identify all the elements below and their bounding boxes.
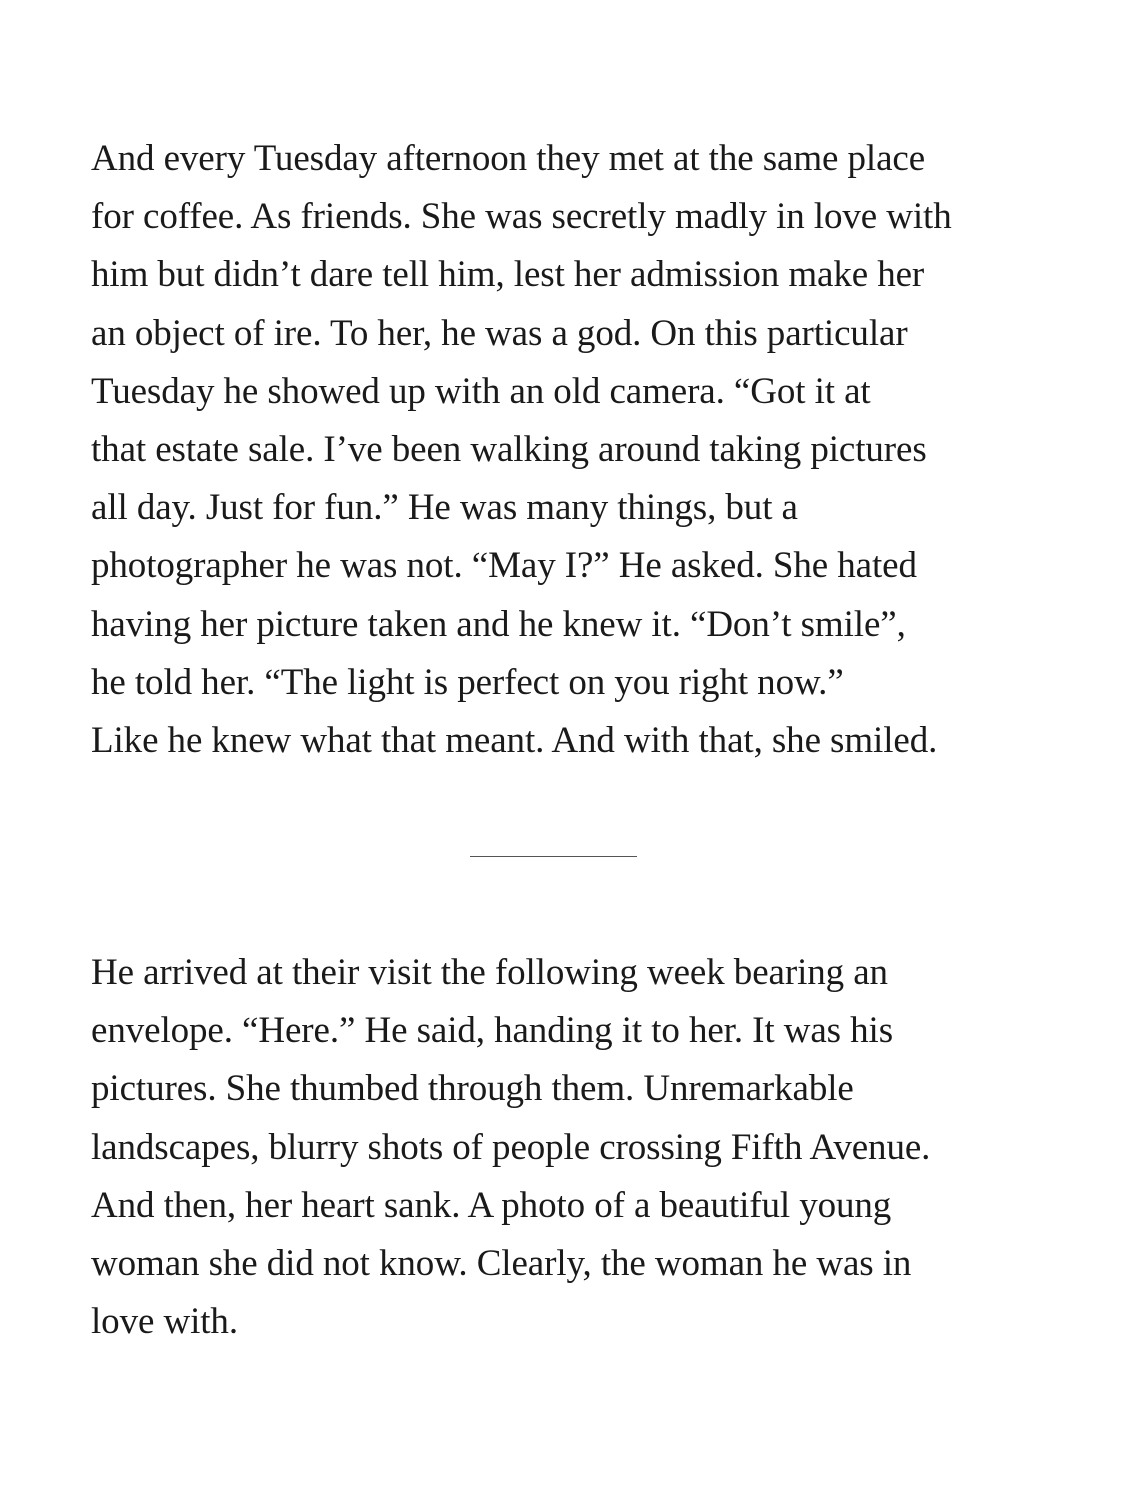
story-paragraph-1: And every Tuesday afternoon they met at the same place for coffee. As friends. She was secretly madly in love with him but didn’t dare tell him, lest her admission make her an object of ire. To her, he was a god. On this particular Tuesday he showed up with an old camera. “Got it at that estate sale. I’ve been walking around taking pictures all day. Just for fun.” He was many things, but a photographer he was not. “May I?” He asked. She hated having her picture taken and he knew it. “Don’t smile”, he told her. “The light is perfect on you right now.” Like he knew what that meant. And with that, she smiled.: [91, 138, 952, 762]
section-divider: [470, 856, 637, 857]
story-paragraph-2: He arrived at their visit the following week bearing an envelope. “Here.” He said, handing it to her. It was his pictures. She thumbed through them. Unremarkable landscapes, blurry shots of people crossing Fifth Avenue. And then, her heart sank. A photo of a beautiful young woman she did not know. Clearly, the woman he was in love with.: [91, 952, 931, 1343]
